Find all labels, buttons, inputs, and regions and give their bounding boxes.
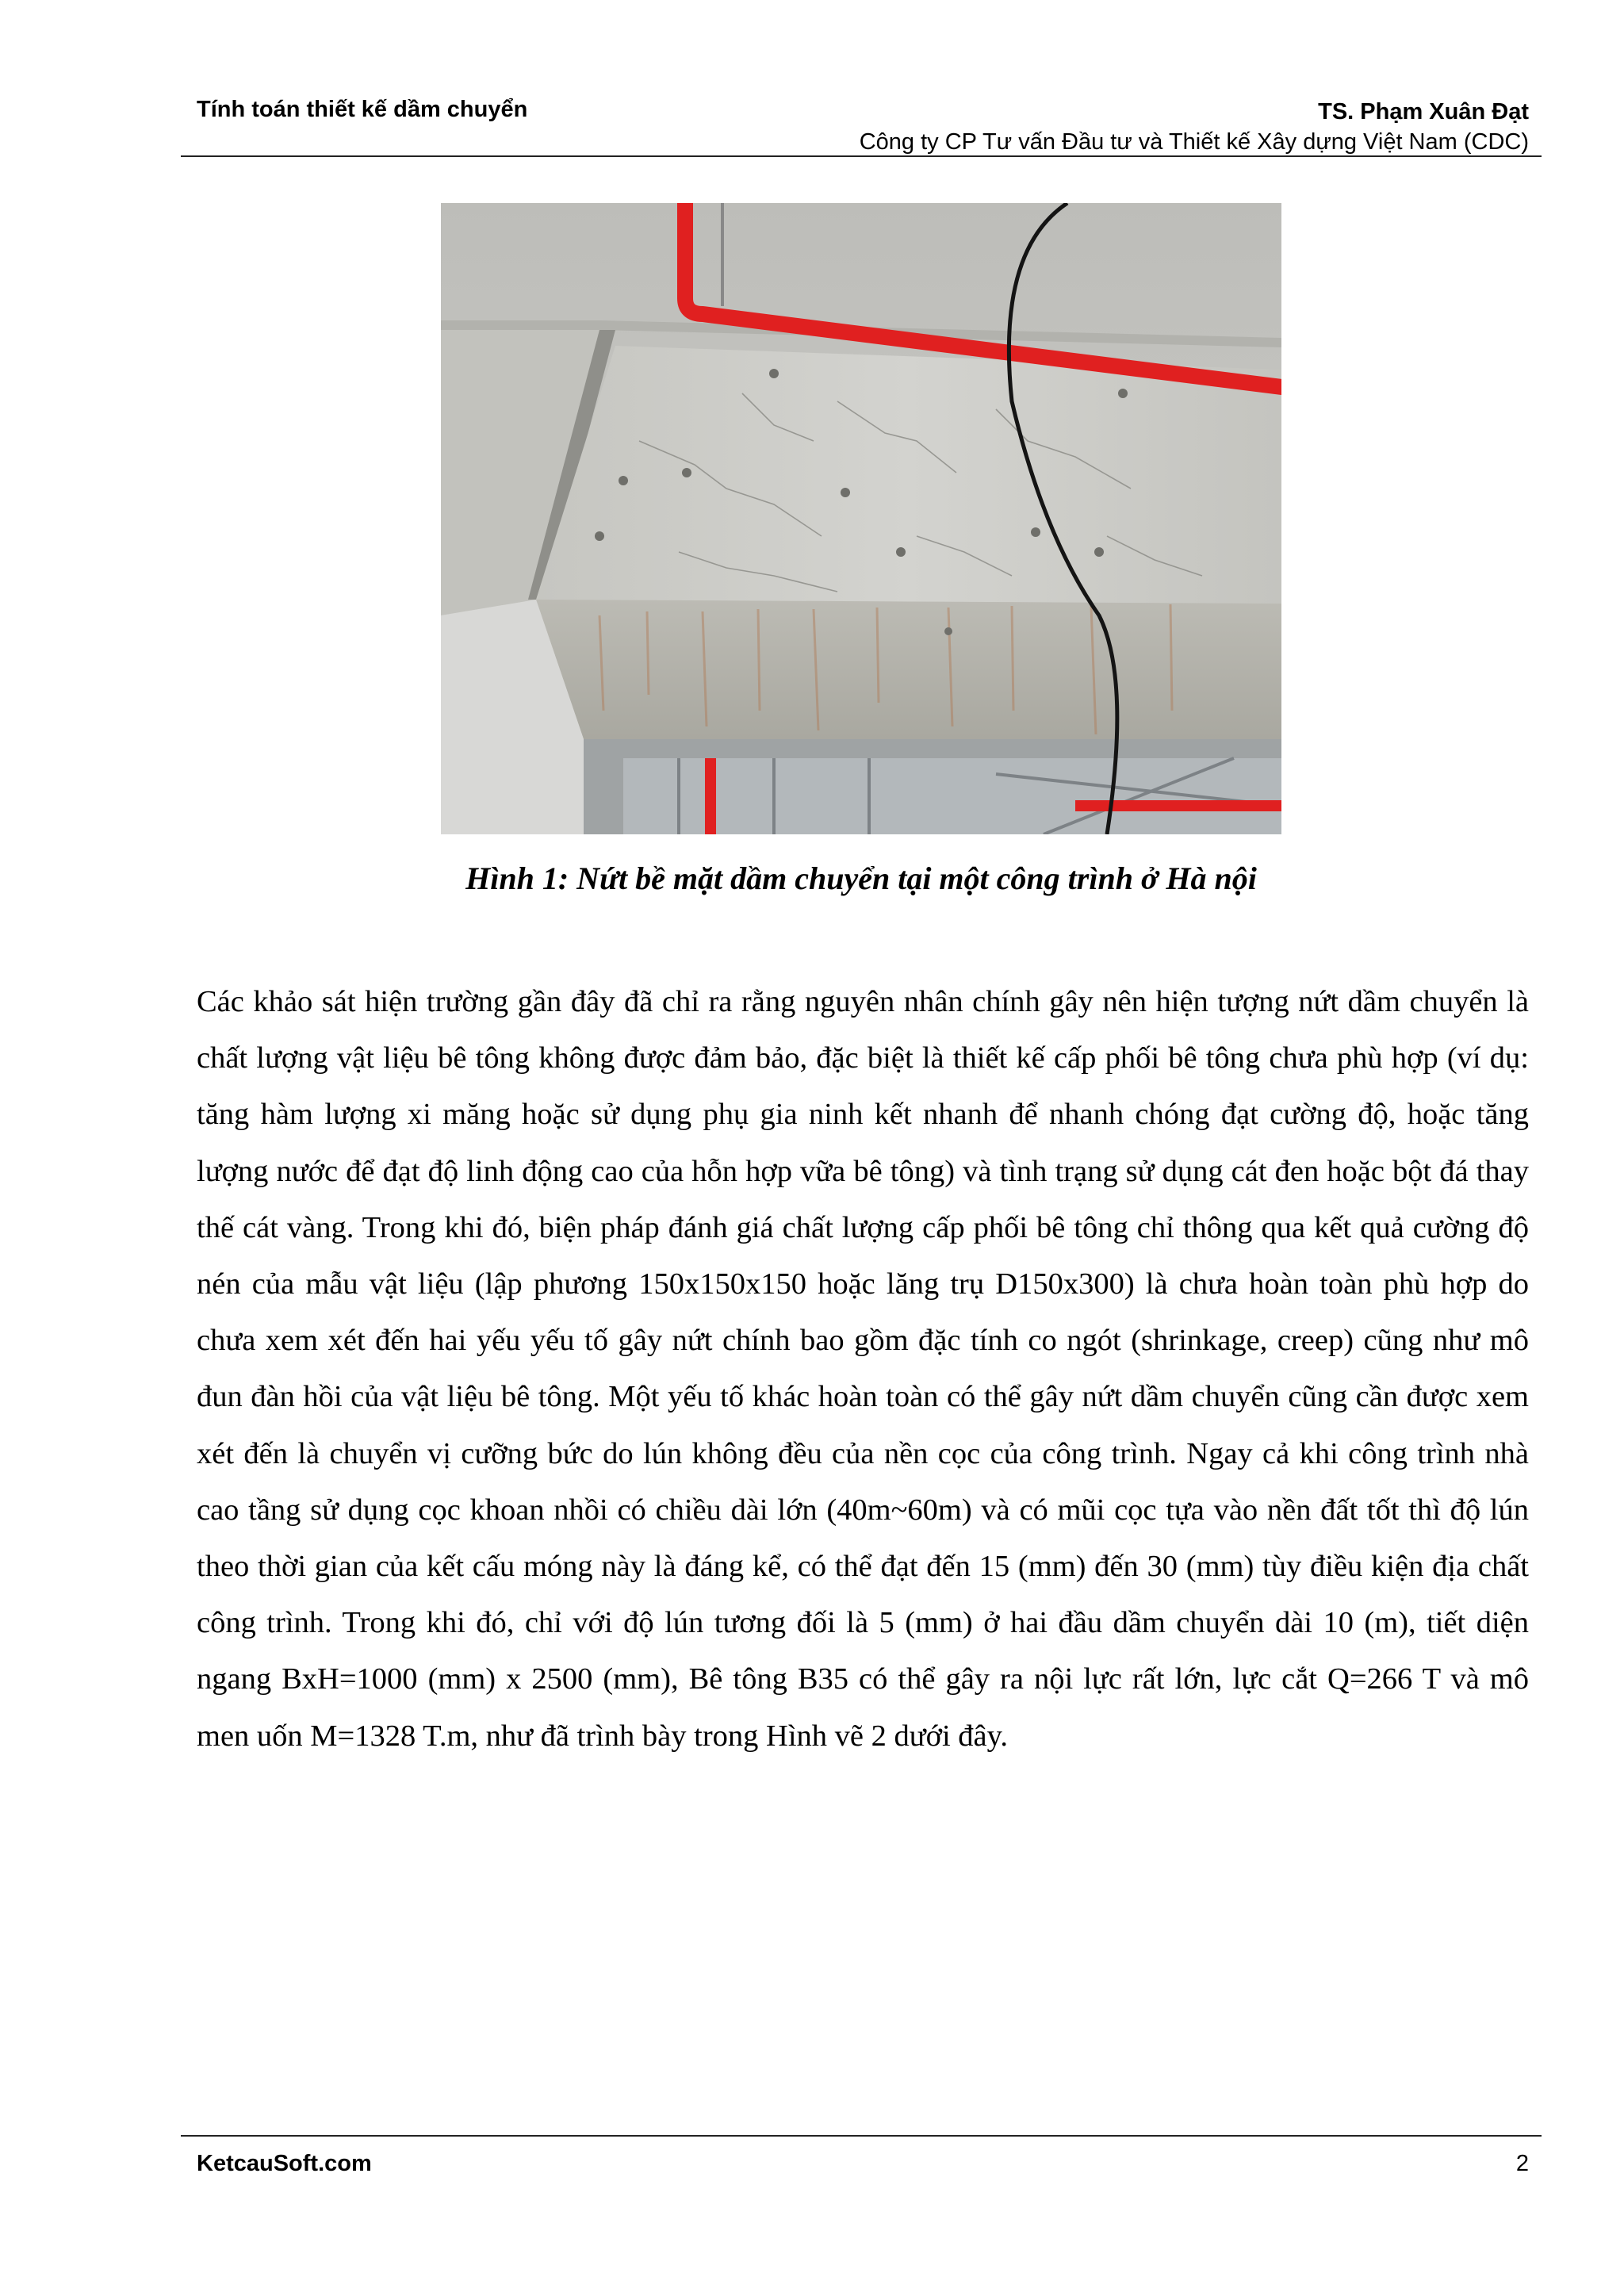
page-number: 2 bbox=[1515, 2151, 1529, 2176]
footer-divider bbox=[181, 2135, 1542, 2137]
footer-site: KetcauSoft.com bbox=[197, 2151, 372, 2176]
figure-caption: Hình 1: Nứt bề mặt dầm chuyển tại một công trình ở Hà nội bbox=[465, 861, 1257, 896]
header-divider bbox=[181, 155, 1542, 157]
author-name: TS. Phạm Xuân Đạt bbox=[1318, 99, 1529, 125]
organization-name: Công ty CP Tư vấn Đầu tư và Thiết kế Xây dựng Việt Nam (CDC) bbox=[859, 129, 1529, 155]
header-author-block bbox=[860, 97, 1529, 157]
document-title: Tính toán thiết kế dầm chuyển bbox=[197, 97, 528, 122]
figure-photo-cracked-transfer-beam bbox=[441, 203, 1281, 834]
body-paragraph: Các khảo sát hiện trường gần đây đã chỉ ra rằng nguyên nhân chính gây nên hiện tượng nứt dầm chuyển là chất lượng vật liệu bê tông không được đảm bảo, đặc biệt là thiết kế cấp phối bê tông chưa phù hợp (ví dụ: tăng hàm lượng xi măng hoặc sử dụng phụ gia ninh kết nhanh để nhanh chóng đạt cường độ, hoặc tăng lượng nước để đạt độ linh động cao của hỗn hợp vữa bê tông) và tình trạng sử dụng cát đen hoặc bột đá thay thế cát vàng. Trong khi đó, biện pháp đánh giá chất lượng cấp phối bê tông chỉ thông qua kết quả cường độ nén của mẫu vật liệu (lập phương 150x150x150 hoặc lăng trụ D150x300) là chưa hoàn toàn phù hợp do chưa xem xét đến hai yếu yếu tố gây nứt chính bao gồm đặc tính co ngót (shrinkage, creep) cũng như mô đun đàn hồi của vật liệu bê tông. Một yếu tố khác hoàn toàn có thể gây nứt dầm chuyển cũng cần được xem xét đến là chuyển vị cưỡng bức do lún không đều của nền cọc của công trình. Ngay cả khi công trình nhà cao tầng sử dụng cọc khoan nhồi có chiều dài lớn (40m~60m) và có mũi cọc tựa vào nền đất tốt thì độ lún theo thời gian của kết cấu móng này là đáng kể, có thể đạt đến 15 (mm) đến 30 (mm) tùy điều kiện địa chất công trình. Trong khi đó, chỉ với độ lún tương đối là 5 (mm) ở hai đầu dầm chuyển dài 10 (m), tiết diện ngang BxH=1000 (mm) x 2500 (mm), Bê tông B35 có thể gây ra nội lực rất lớn, lực cắt Q=266 T và mô men uốn M=1328 T.m, như đã trình bày trong Hình vẽ 2 dưới đây. bbox=[197, 985, 1529, 1753]
